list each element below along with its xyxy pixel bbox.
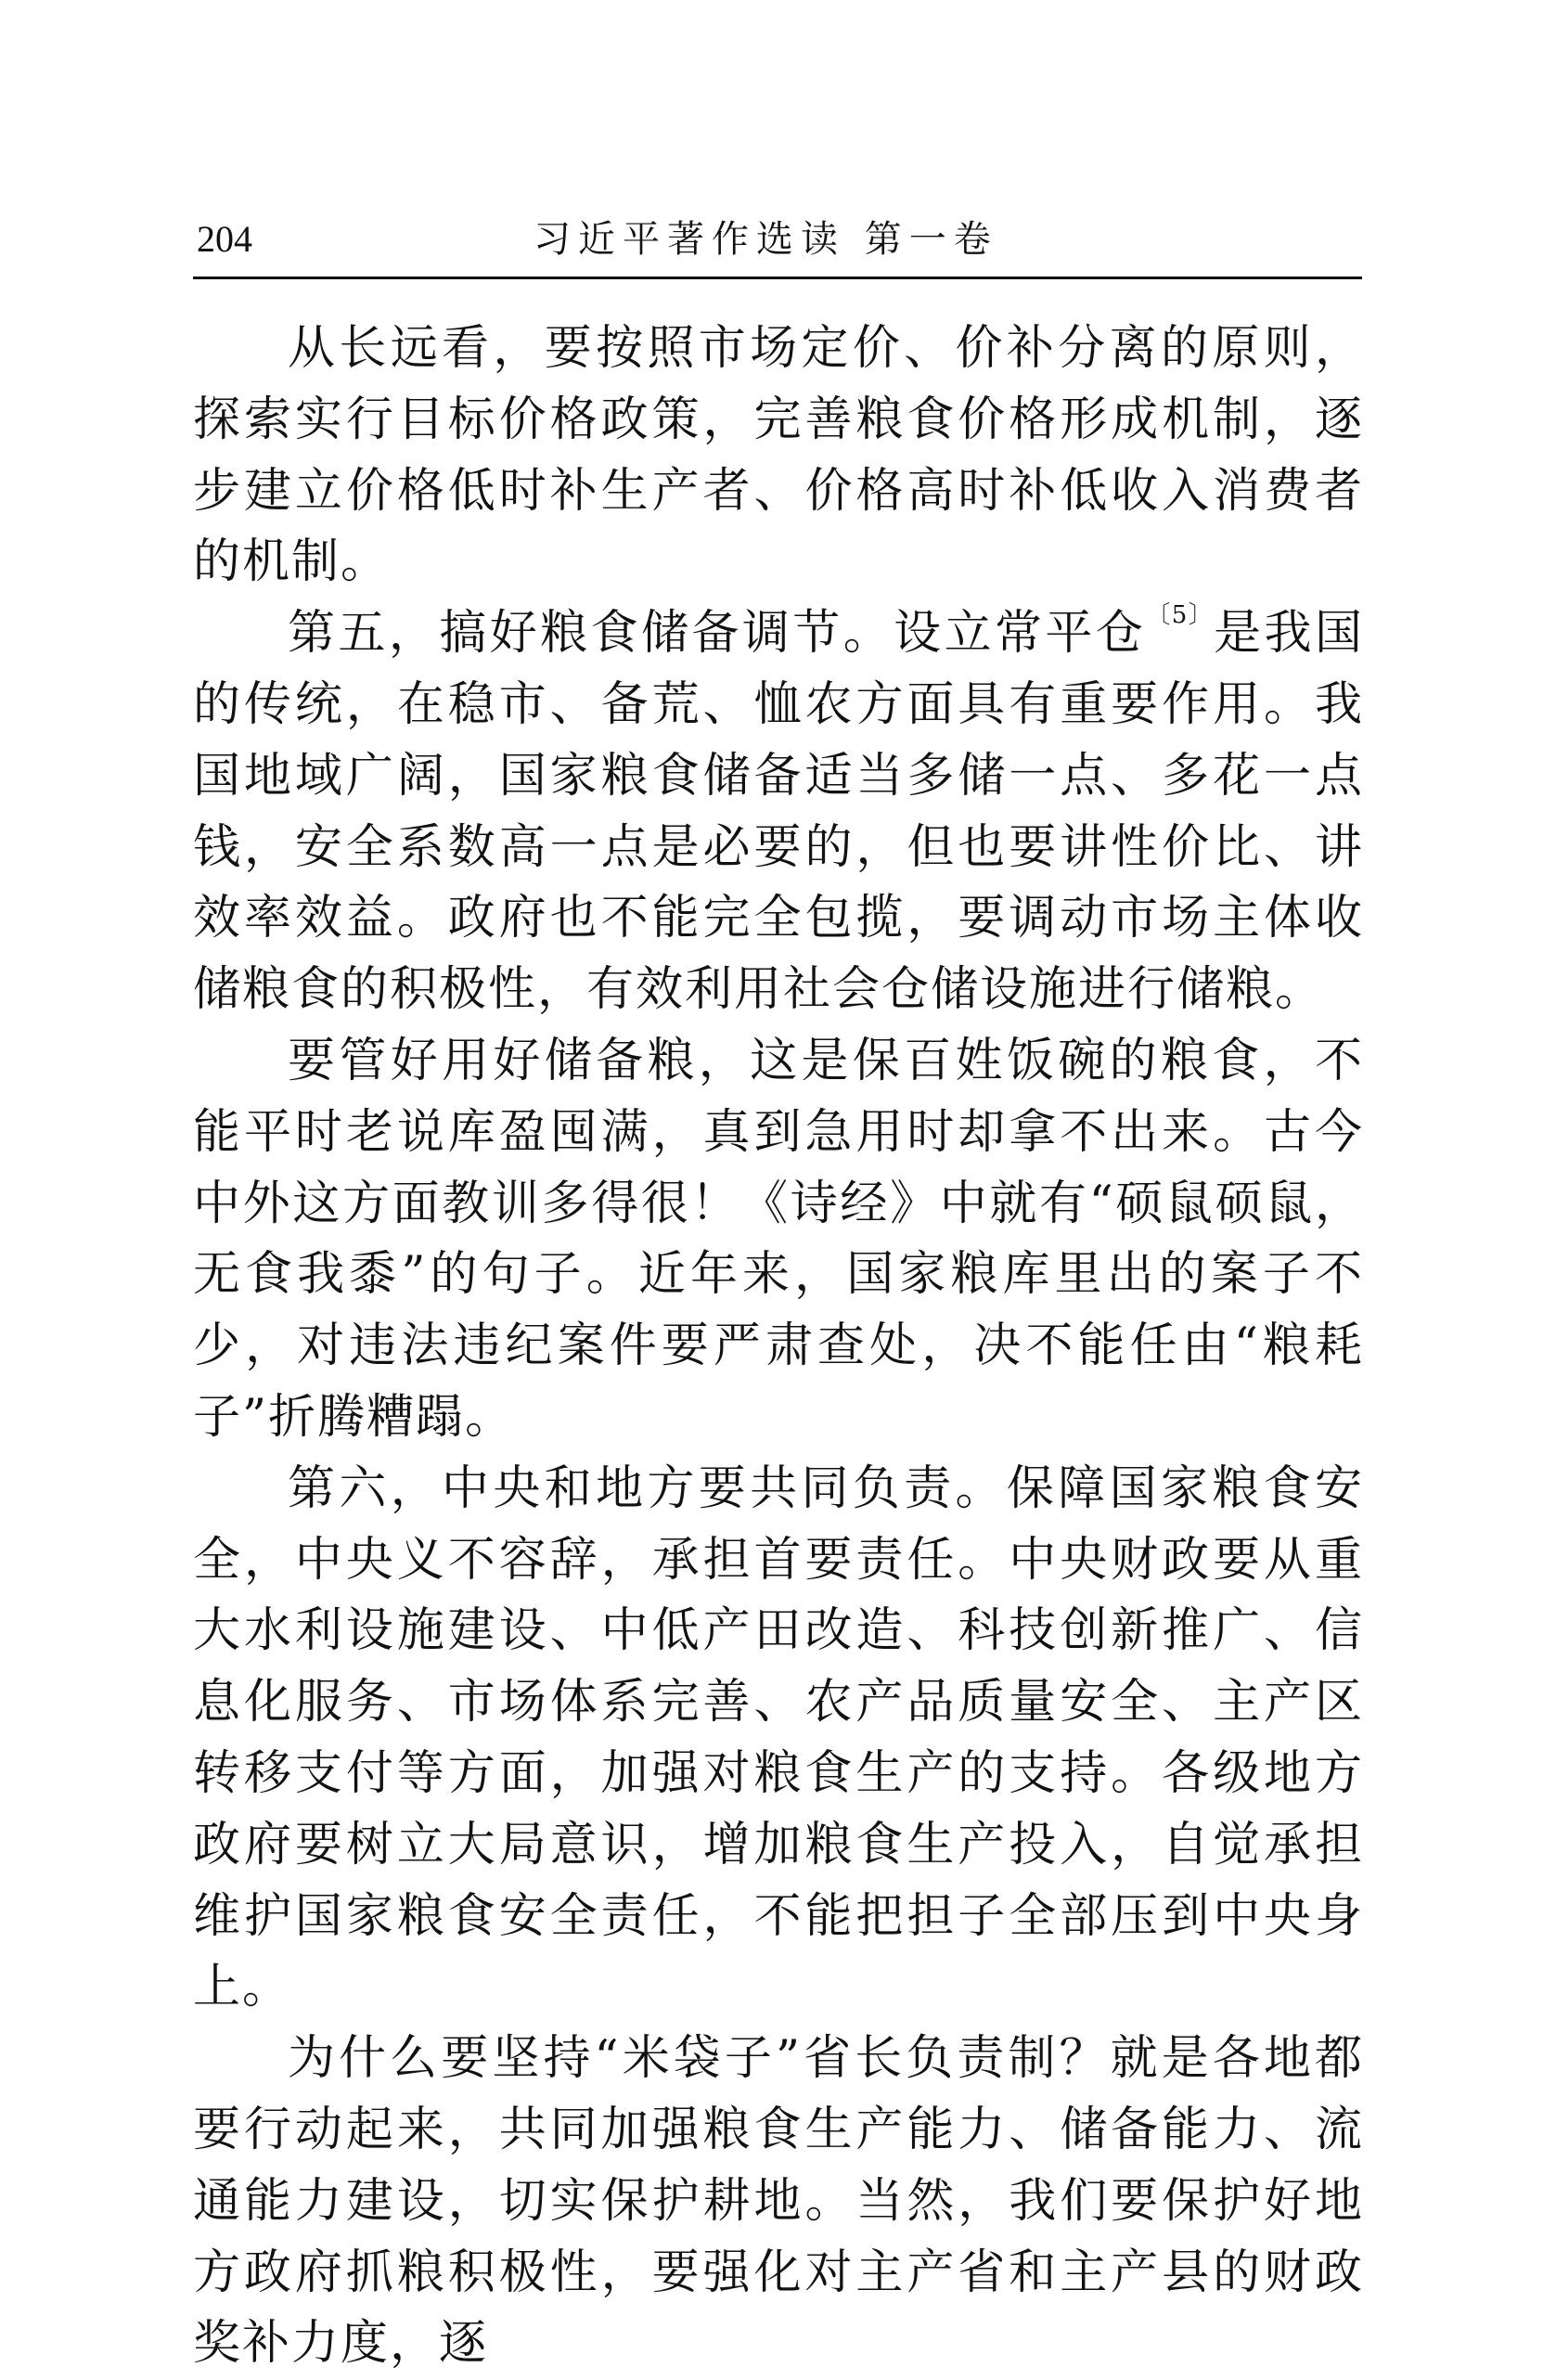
paragraph-2-after-note: 是我国的传统，在稳市、备荒、恤农方面具有重要作用。我国地域广阔，国家粮食储备适当多储一点、多花一点钱，安全系数高一点是必要的，但也要讲性价比、讲效率效益。政府也不能完全包揽，要调动市场主体收储粮食的积极性，有效利用社会仓储设施进行储粮。 (193, 606, 1364, 1018)
paragraph-2 (193, 598, 1364, 1026)
footnote-reference-5[interactable]: 〔5〕 (1146, 601, 1215, 630)
book-title: 习近平著作选读 第一卷 (534, 218, 998, 261)
paragraph-3: 要管好用好储备粮，这是保百姓饭碗的粮食，不能平时老说库盈囤满，真到急用时却拿不出来。古今中外这方面教训多得很！《诗经》中就有“硕鼠硕鼠，无食我黍”的句子。近年来，国家粮库里出的案子不少，对违法违纪案件要严肃查处，决不能任由“粮耗子”折腾糟蹋。 (193, 1033, 1364, 1445)
page-number: 204 (197, 218, 252, 260)
header-rule (193, 277, 1362, 279)
paragraph-2-before-note: 第五，搞好粮食储备调节。设立常平仓 (288, 606, 1147, 662)
paragraph-5: 为什么要坚持“米袋子”省长负责制？就是各地都要行动起来，共同加强粮食生产能力、储备能力、流通能力建设，切实保护耕地。当然，我们要保护好地方政府抓粮积极性，要强化对主产省和主产县的财政奖补力度，逐 (193, 2031, 1364, 2372)
paragraph-1: 从长远看，要按照市场定价、价补分离的原则，探索实行目标价格政策，完善粮食价格形成机制，逐步建立价格低时补生产者、价格高时补低收入消费者的机制。 (193, 321, 1364, 590)
body-text (193, 314, 1364, 2380)
paragraph-4: 第六，中央和地方要共同负责。保障国家粮食安全，中央义不容辞，承担首要责任。中央财政要从重大水利设施建设、中低产田改造、科技创新推广、信息化服务、市场体系完善、农产品质量安全、主产区转移支付等方面，加强对粮食生产的支持。各级地方政府要树立大局意识，增加粮食生产投入，自觉承担维护国家粮食安全责任，不能把担子全部压到中央身上。 (193, 1460, 1364, 2015)
running-head (197, 212, 1357, 277)
